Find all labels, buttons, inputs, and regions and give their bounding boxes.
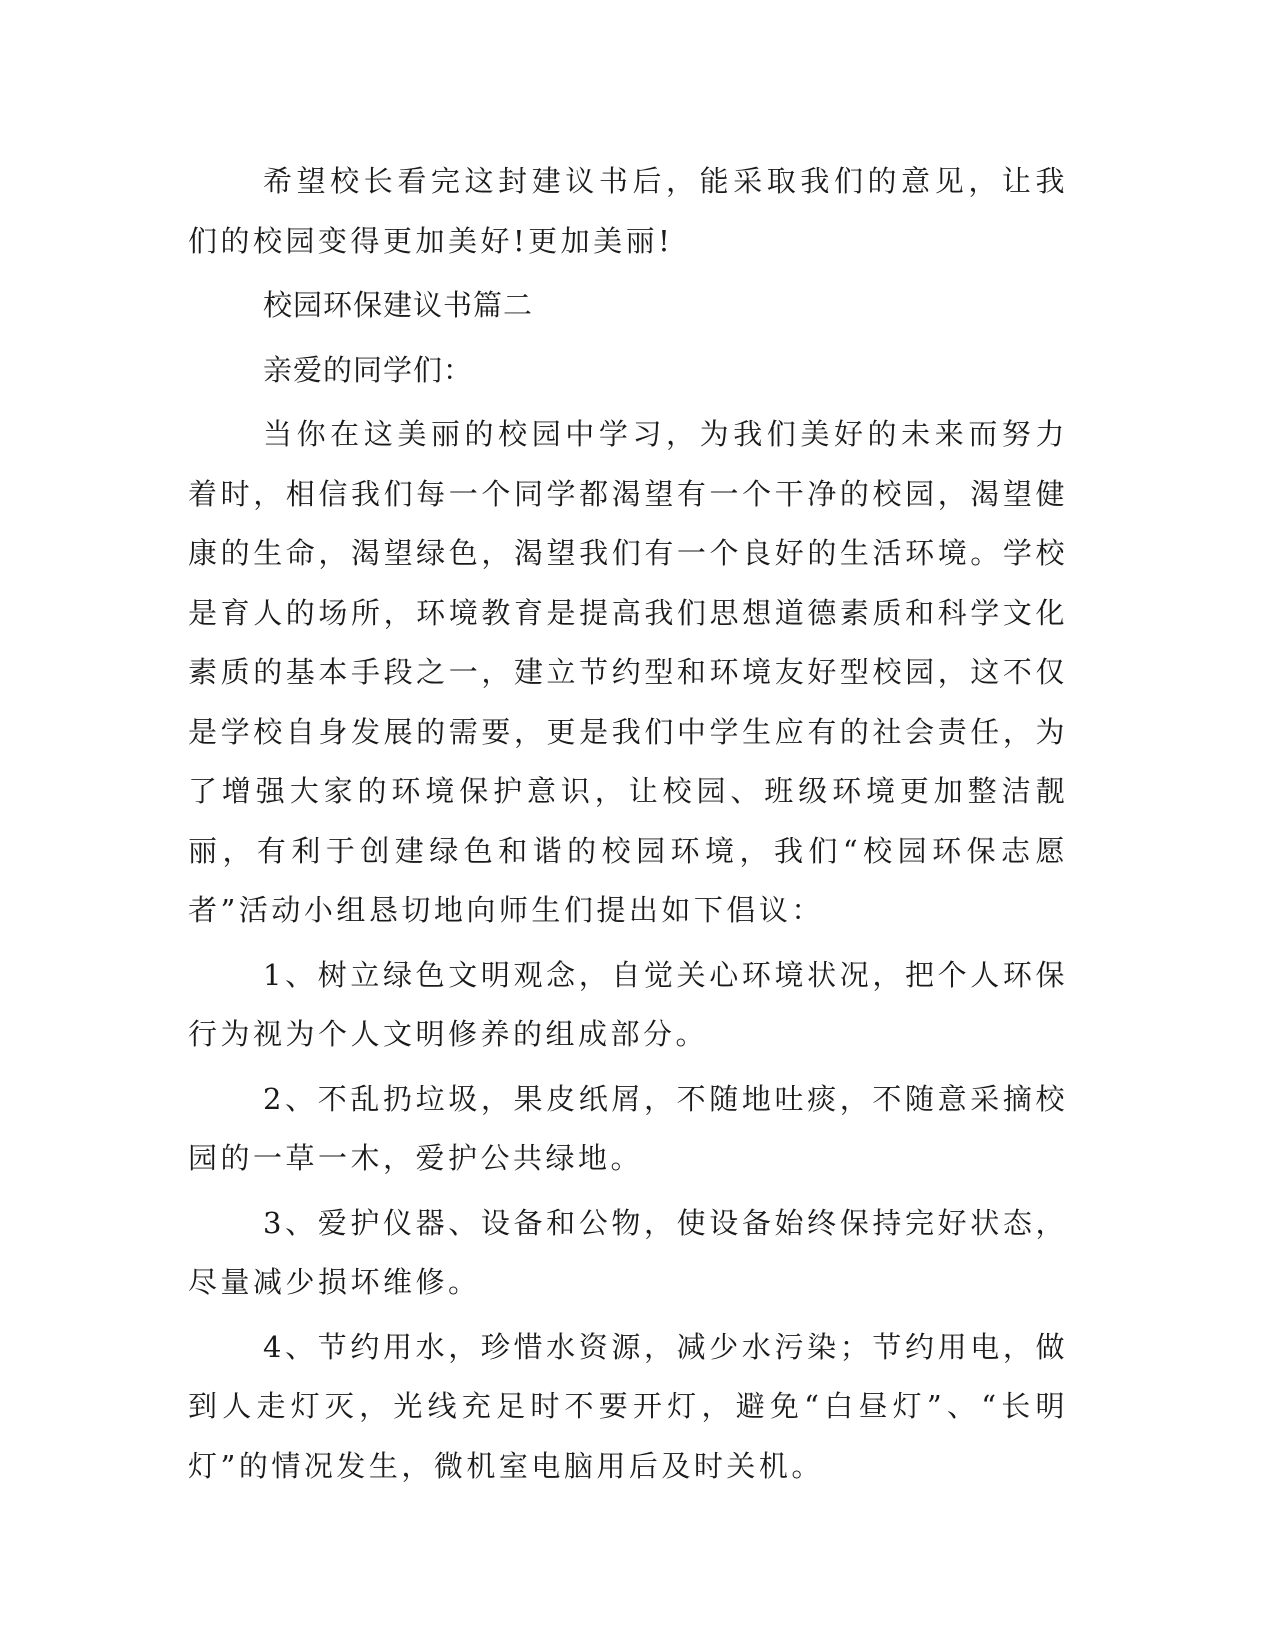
closing-paragraph: 希望校长看完这封建议书后，能采取我们的意见，让我们的校园变得更加美好!更加美丽! [188,164,1068,258]
intro-paragraph: 当你在这美丽的校园中学习，为我们美好的未来而努力着时，相信我们每一个同学都渴望有一个干净的校园，渴望健康的生命，渴望绿色，渴望我们有一个良好的生活环境。学校是育人的场所，环境教育是提高我们思想道德素质和科学文化素质的基本手段之一，建立节约型和环境友好型校园，这不仅是学校自身发展的需要，更是我们中学生应有的社会责任，为了增强大家的环境保护意识，让校园、班级环境更加整洁靓丽，有利于创建绿色和谐的校园环境，我们“校园环保志愿者”活动小组恳切地向师生们提出如下倡议： [188,417,1068,927]
proposal-item-1: 1、树立绿色文明观念，自觉关心环境状况，把个人环保行为视为个人文明修养的组成部分。 [188,957,1068,1051]
section-title: 校园环保建议书篇二 [263,288,534,322]
proposal-item-2: 2、不乱扔垃圾，果皮纸屑，不随地吐痰，不随意采摘校园的一草一木，爱护公共绿地。 [188,1081,1068,1175]
proposal-item-3: 3、爱护仪器、设备和公物，使设备始终保持完好状态，尽量减少损坏维修。 [188,1205,1068,1299]
proposal-item-4: 4、节约用水，珍惜水资源，减少水污染；节约用电，做到人走灯灭，光线充足时不要开灯，避免“白昼灯”、“长明灯”的情况发生，微机室电脑用后及时关机。 [188,1329,1068,1483]
document-page [188,152,1068,1501]
greeting: 亲爱的同学们： [263,352,474,387]
